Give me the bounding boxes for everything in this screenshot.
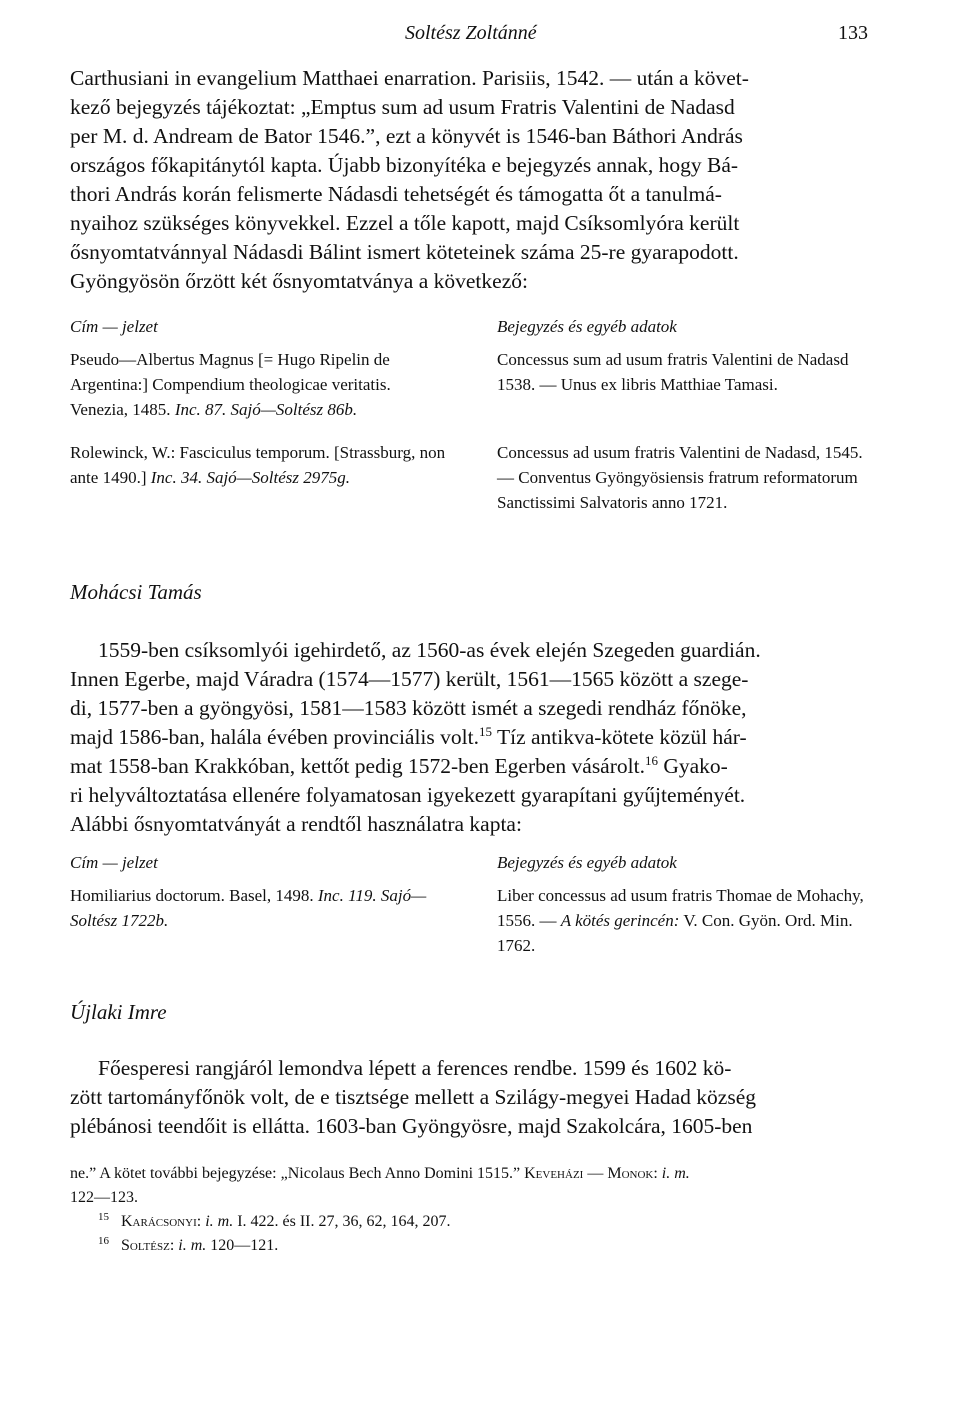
table-row <box>70 883 875 958</box>
text-segment: A kötés gerincén: <box>560 911 680 930</box>
text-line: Alábbi ősnyomtatványát a rendtől használatra kapta: <box>70 812 522 836</box>
text-line: Főesperesi rangjáról lemondva lépett a ferences rendbe. 1599 és 1602 kö- <box>98 1056 732 1080</box>
text-segment: majd 1586-ban, halála évében provinciális volt. <box>70 725 479 749</box>
record-ref: Sajó—Soltész 2975g. <box>206 468 351 487</box>
record-ref: Sajó—Soltész 1722b. <box>70 886 427 930</box>
text-segment: V. Con. Gyön. Ord. Min. 1762. <box>497 911 853 955</box>
text-line: thori András korán felismerte Nádasdi tehetségét és támogatta őt a tanulmá- <box>70 182 722 206</box>
column-header-title: Cím — jelzet <box>70 853 158 872</box>
text-line: országos főkapitánytól kapta. Újabb bizonyítéka e bejegyzés annak, hogy Bá- <box>70 153 739 177</box>
footnote-number: 16 <box>98 1234 109 1247</box>
text-line <box>70 723 875 752</box>
text-line: ősnyomtatvánnyal Nádasdi Bálint ismert köteteinek száma 25-re gyarapodott. <box>70 240 739 264</box>
table-row <box>70 440 875 515</box>
footnote-marker: 15 <box>478 723 492 739</box>
footnote-15 <box>70 1210 875 1234</box>
page-number: 133 <box>838 22 868 44</box>
text-line: Carthusiani in evangelium Matthaei enarration. Parisiis, 1542. — után a követ- <box>70 66 749 90</box>
text-segment: i. m. <box>657 1165 690 1182</box>
text-line: ri helyváltoztatása ellenére folyamatosan igyekezett gyarapítani gyűjteményét. <box>70 783 746 807</box>
footnote-continuation <box>70 1162 875 1186</box>
text-line: plébánosi teendőit is ellátta. 1603-ban Gyöngyösre, majd Szakolcára, 1605-ben <box>70 1114 753 1138</box>
intro-paragraph <box>70 64 875 296</box>
text-line: per M. d. Andream de Bator 1546.”, ezt a könyvét is 1546-ban Báthori András <box>70 124 743 148</box>
running-header-author: Soltész Zoltánné <box>405 22 537 44</box>
record-title: Pseudo—Albertus Magnus [= Hugo Ripelin de Argentina:] Compendium theologicae veritatis. Venezia, 1485. <box>70 350 391 419</box>
text-segment: I. 422. és II. 27, 36, 62, 164, 207. <box>233 1213 451 1230</box>
text-line: di, 1577-ben a gyöngyösi, 1581—1583 között ismét a szegedi rendház főnöke, <box>70 696 747 720</box>
footnotes <box>70 1162 875 1258</box>
column-header-title: Cím — jelzet <box>70 317 158 336</box>
text-line: kező bejegyzés tájékoztat: „Emptus sum ad usum Fratris Valentini de Nadasd <box>70 95 735 119</box>
record-title-cell <box>70 440 448 515</box>
table-row <box>70 347 875 422</box>
footnote-16 <box>70 1234 875 1258</box>
record-title: Rolewinck, W.: Fasciculus temporum. [Strassburg, non ante 1490.] <box>70 443 446 487</box>
record-note: Concessus sum ad usum fratris Valentini de Nadasd 1538. — Unus ex libris Matthiae Tamasi. <box>497 350 849 394</box>
section-heading-mohacsi: Mohácsi Tamás <box>70 580 202 604</box>
footnote-author: Monok: <box>607 1165 658 1182</box>
column-header-notes: Bejegyzés és egyéb adatok <box>497 317 677 336</box>
text-segment: mat 1558-ban Krakkóban, kettőt pedig 1572-ben Egerben vásárolt. <box>70 754 645 778</box>
record-ref: Sajó—Soltész 86b. <box>230 400 358 419</box>
text-segment: ne.” A kötet további bejegyzése: „Nicolaus Bech Anno Domini 1515.” <box>70 1165 525 1182</box>
text-segment: Gyako- <box>657 754 728 778</box>
record-note: Concessus ad usum fratris Valentini de Nadasd, 1545. — Conventus Gyöngyösiensis fratrum reformatorum Sanctissimi Salvatoris anno 1721. <box>497 443 863 512</box>
text-segment: 120—121. <box>206 1237 279 1254</box>
text-line: Gyöngyösön őrzött két ősnyomtatványa a következő: <box>70 269 528 293</box>
footnote-number: 15 <box>98 1210 109 1223</box>
footnote-author: Keveházi <box>524 1165 584 1182</box>
text-segment: i. m. <box>201 1213 234 1230</box>
mohacsi-paragraph <box>70 636 875 839</box>
section-heading-ujlaki: Újlaki Imre <box>70 1000 167 1024</box>
text-line: zött tartományfőnök volt, de e tisztsége mellett a Szilágy-megyei Hadad község <box>70 1085 756 1109</box>
text-line: 1559-ben csíksomlyói igehirdető, az 1560-as évek elején Szegeden guardián. <box>98 638 761 662</box>
footnote-marker: 16 <box>644 752 658 768</box>
text-segment: — <box>583 1165 608 1182</box>
records-table-nadasdi <box>70 314 875 533</box>
text-line: nyaihoz szükséges könyvekkel. Ezzel a tőle kapott, majd Csíksomlyóra került <box>70 211 740 235</box>
column-header-notes: Bejegyzés és egyéb adatok <box>497 853 677 872</box>
ujlaki-paragraph <box>70 1054 875 1141</box>
text-line: Innen Egerbe, majd Váradra (1574—1577) került, 1561—1565 között a szege- <box>70 667 749 691</box>
record-inc: Inc. 87. <box>174 400 227 419</box>
records-table-mohacsi <box>70 850 875 976</box>
text-segment: Liber concessus ad usum fratris Thomae de Mohachy, 1556. — <box>497 886 864 930</box>
record-inc: Inc. 119. <box>317 886 377 905</box>
footnote-author: Soltész: <box>121 1237 175 1254</box>
text-segment: i. m. <box>174 1237 207 1254</box>
footnote-continuation-pages: 122—123. <box>70 1189 138 1206</box>
record-inc: Inc. 34. <box>150 468 203 487</box>
footnote-author: Karácsonyi: <box>121 1213 202 1230</box>
record-title-cell <box>70 347 448 422</box>
text-segment: Tíz antikva-kötete közül hár- <box>491 725 747 749</box>
record-title: Homiliarius doctorum. Basel, 1498. <box>70 886 314 905</box>
record-note <box>497 883 875 958</box>
text-line <box>70 752 875 781</box>
record-title-cell <box>70 883 448 958</box>
